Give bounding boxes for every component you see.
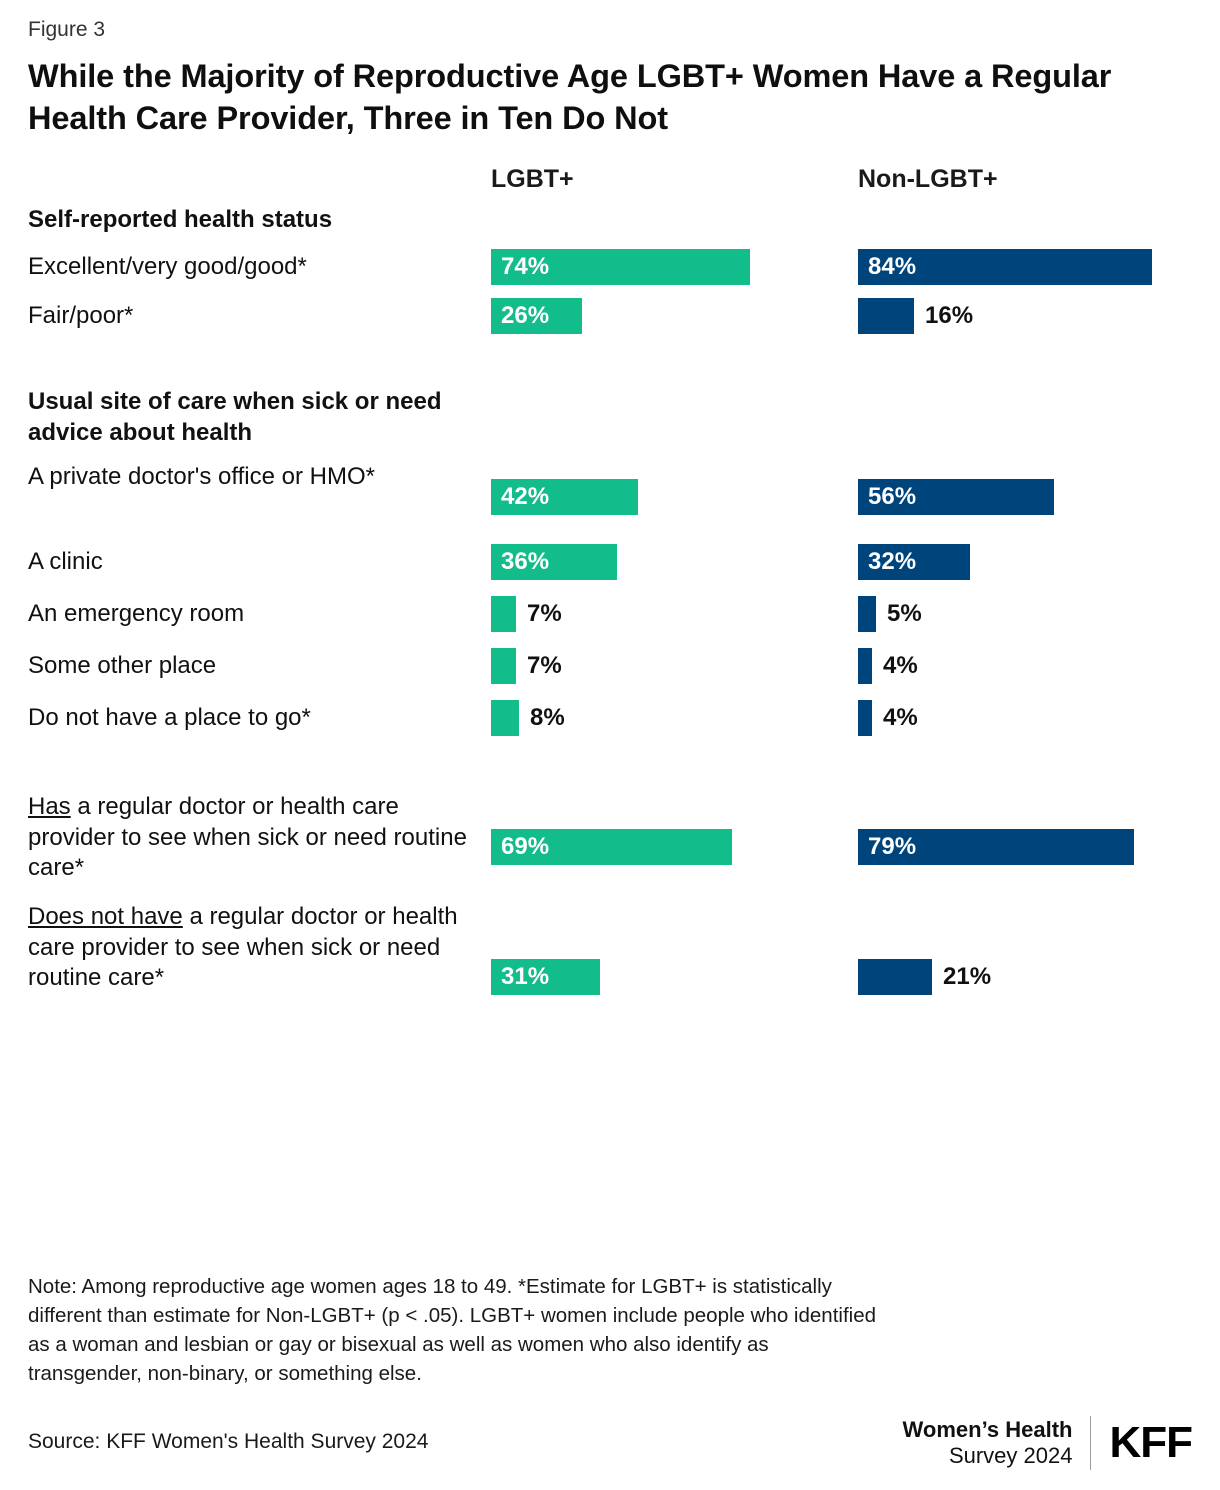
kff-logo: KFF: [1109, 1418, 1192, 1467]
group-header-health-status: Self-reported health status: [28, 206, 333, 234]
chart-note: Note: Among reproductive age women ages 18 to 49. *Estimate for LGBT+ is statistically different than estimate for Non-LGBT+ (p < .05). LGBT+ women include people who identified as a woman and lesbian or gay or bisexual as well as women who also identify as transgender, non-binary, or something else.: [28, 1275, 876, 1386]
bar-nonlgbt: [858, 648, 872, 684]
bar-nonlgbt: [858, 596, 876, 632]
bar-group-lgbt: [491, 458, 638, 536]
bar-group-lgbt: [491, 640, 562, 692]
bar-value-lgbt: 31%: [501, 962, 550, 990]
bar-value-lgbt: 7%: [527, 651, 562, 679]
table-row: [28, 640, 1193, 692]
bar-value-nonlgbt: 32%: [868, 547, 917, 575]
bar-group-lgbt: [491, 291, 582, 341]
bar-group-lgbt: [491, 792, 732, 902]
bar-value-nonlgbt: 5%: [887, 599, 922, 627]
bar-lgbt: [491, 596, 516, 632]
row-label: Excellent/very good/good*: [28, 253, 307, 281]
bar-lgbt: [491, 479, 638, 515]
table-row: [28, 243, 1193, 291]
chart-area: [28, 165, 1193, 1052]
column-headers: [28, 165, 1193, 205]
brand-survey-name: [903, 1417, 1091, 1470]
bar-lgbt: [491, 298, 582, 334]
table-row: [28, 902, 1193, 1052]
bar-value-lgbt: 36%: [501, 547, 550, 575]
bar-value-nonlgbt: 21%: [943, 962, 992, 990]
bar-group-lgbt: [491, 588, 562, 640]
bar-lgbt: [491, 700, 519, 736]
row-label-emphasis: Has: [28, 792, 71, 820]
group-spacer: [28, 341, 1193, 387]
bar-value-nonlgbt: 56%: [868, 482, 917, 510]
table-row: [28, 536, 1193, 588]
bar-group-lgbt: [491, 692, 565, 744]
bar-value-lgbt: 8%: [530, 703, 565, 731]
chart-source: Source: KFF Women's Health Survey 2024: [28, 1430, 429, 1453]
bar-group-nonlgbt: [858, 792, 1134, 902]
group-spacer: [28, 744, 1193, 792]
bar-group-nonlgbt: [858, 902, 991, 1052]
row-label: A clinic: [28, 547, 103, 575]
bar-value-nonlgbt: 84%: [868, 253, 917, 281]
bar-value-lgbt: 26%: [501, 302, 550, 330]
table-row: [28, 792, 1193, 902]
bar-value-nonlgbt: 4%: [883, 703, 918, 731]
row-label: A private doctor's office or HMO*: [28, 462, 375, 490]
bar-value-lgbt: 42%: [501, 482, 550, 510]
brand-line-2: Survey 2024: [948, 1443, 1073, 1468]
bar-value-nonlgbt: 16%: [925, 302, 974, 330]
table-row: [28, 692, 1193, 744]
bar-value-nonlgbt: 4%: [883, 651, 918, 679]
bar-group-lgbt: [491, 243, 750, 291]
table-row: [28, 291, 1193, 341]
bar-lgbt: [491, 544, 617, 580]
row-label: Has a regular doctor or health care provider to see when sick or need routine care*: [28, 792, 467, 882]
bar-group-nonlgbt: [858, 640, 918, 692]
bar-group-nonlgbt: [858, 243, 1152, 291]
bar-group-lgbt: [491, 536, 617, 588]
bar-value-lgbt: 69%: [501, 832, 550, 860]
bar-nonlgbt: [858, 829, 1134, 865]
row-label: Some other place: [28, 651, 217, 679]
bar-group-nonlgbt: [858, 588, 922, 640]
table-row: [28, 588, 1193, 640]
group-header-usual-site-of-care: Usual site of care when sick or need advice about health: [28, 388, 442, 446]
figure-label: Figure 3: [28, 18, 106, 41]
row-label: Fair/poor*: [28, 302, 134, 330]
row-label: An emergency room: [28, 599, 245, 627]
bar-nonlgbt: [858, 249, 1152, 285]
table-row: [28, 458, 1193, 536]
page-title: While the Majority of Reproductive Age LGBT+ Women Have a Regular Health Care Provider, Three in Ten Do Not: [28, 58, 1112, 136]
bar-group-nonlgbt: [858, 291, 973, 341]
bar-value-nonlgbt: 79%: [868, 832, 917, 860]
bar-group-nonlgbt: [858, 458, 1054, 536]
bar-lgbt: [491, 249, 750, 285]
bar-nonlgbt: [858, 479, 1054, 515]
brand-line-1: Women’s Health: [902, 1416, 1073, 1442]
bar-lgbt: [491, 648, 516, 684]
bar-lgbt: [491, 829, 732, 865]
bar-value-lgbt: 74%: [501, 253, 550, 281]
brand-block: [903, 1414, 1192, 1472]
bar-nonlgbt: [858, 544, 970, 580]
column-header-nonlgbt: Non-LGBT+: [858, 165, 998, 194]
bar-nonlgbt: [858, 959, 932, 995]
column-header-lgbt: LGBT+: [491, 165, 574, 194]
row-label-emphasis: Does not have: [28, 902, 183, 930]
bar-lgbt: [491, 959, 600, 995]
bar-nonlgbt: [858, 700, 872, 736]
bar-group-nonlgbt: [858, 536, 970, 588]
bar-group-lgbt: [491, 902, 600, 1052]
bar-group-nonlgbt: [858, 692, 918, 744]
bar-nonlgbt: [858, 298, 914, 334]
bar-value-lgbt: 7%: [527, 599, 562, 627]
row-label: Do not have a place to go*: [28, 703, 311, 731]
row-label: Does not have a regular doctor or health care provider to see when sick or need routine care*: [28, 902, 458, 992]
